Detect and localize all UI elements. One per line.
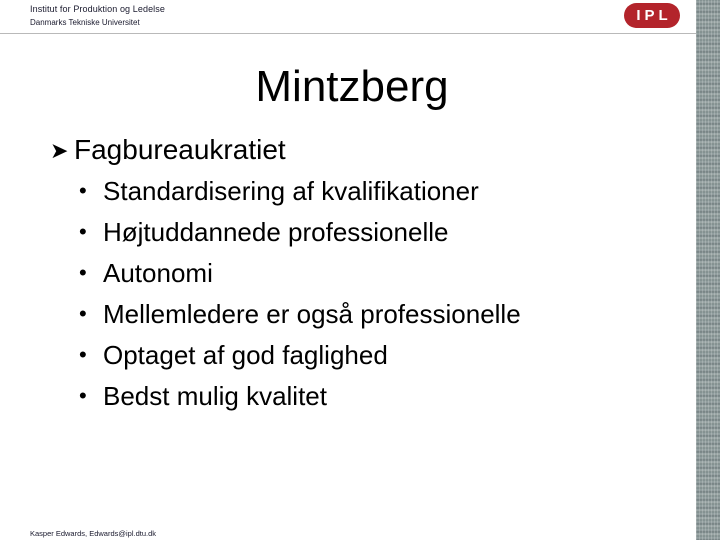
header-divider — [0, 33, 696, 34]
list-item-text: Bedst mulig kvalitet — [103, 381, 327, 411]
list-item — [79, 217, 448, 248]
level1-text: Fagbureaukratiet — [74, 134, 286, 165]
list-item-text: Autonomi — [103, 258, 213, 288]
list-item-text: Optaget af god faglighed — [103, 340, 388, 370]
bullet-icon: • — [79, 301, 87, 326]
level1-item — [50, 134, 286, 166]
arrow-bullet-icon: ➤ — [50, 138, 69, 163]
list-item-text: Højtuddannede professionelle — [103, 217, 449, 247]
list-item-text: Standardisering af kvalifikationer — [103, 176, 479, 206]
bullet-icon: • — [79, 260, 87, 285]
ipl-logo: IPL — [624, 3, 680, 28]
list-item — [79, 381, 327, 412]
bullet-icon: • — [79, 342, 87, 367]
list-item — [79, 258, 213, 289]
bullet-icon: • — [79, 383, 87, 408]
slide-title-text: Mintzberg — [255, 62, 449, 111]
list-item — [79, 299, 521, 330]
institute-name: Institut for Produktion og Ledelse — [30, 4, 165, 14]
university-name: Danmarks Tekniske Universitet — [30, 18, 140, 27]
bullet-icon: • — [79, 219, 87, 244]
slide-title — [0, 62, 712, 112]
list-item — [79, 340, 388, 371]
footer-contact: Kasper Edwards, Edwards@ipl.dtu.dk — [30, 529, 157, 538]
list-item-text: Mellemledere er også professionelle — [103, 299, 521, 329]
bullet-icon: • — [79, 178, 87, 203]
list-item — [79, 176, 479, 207]
